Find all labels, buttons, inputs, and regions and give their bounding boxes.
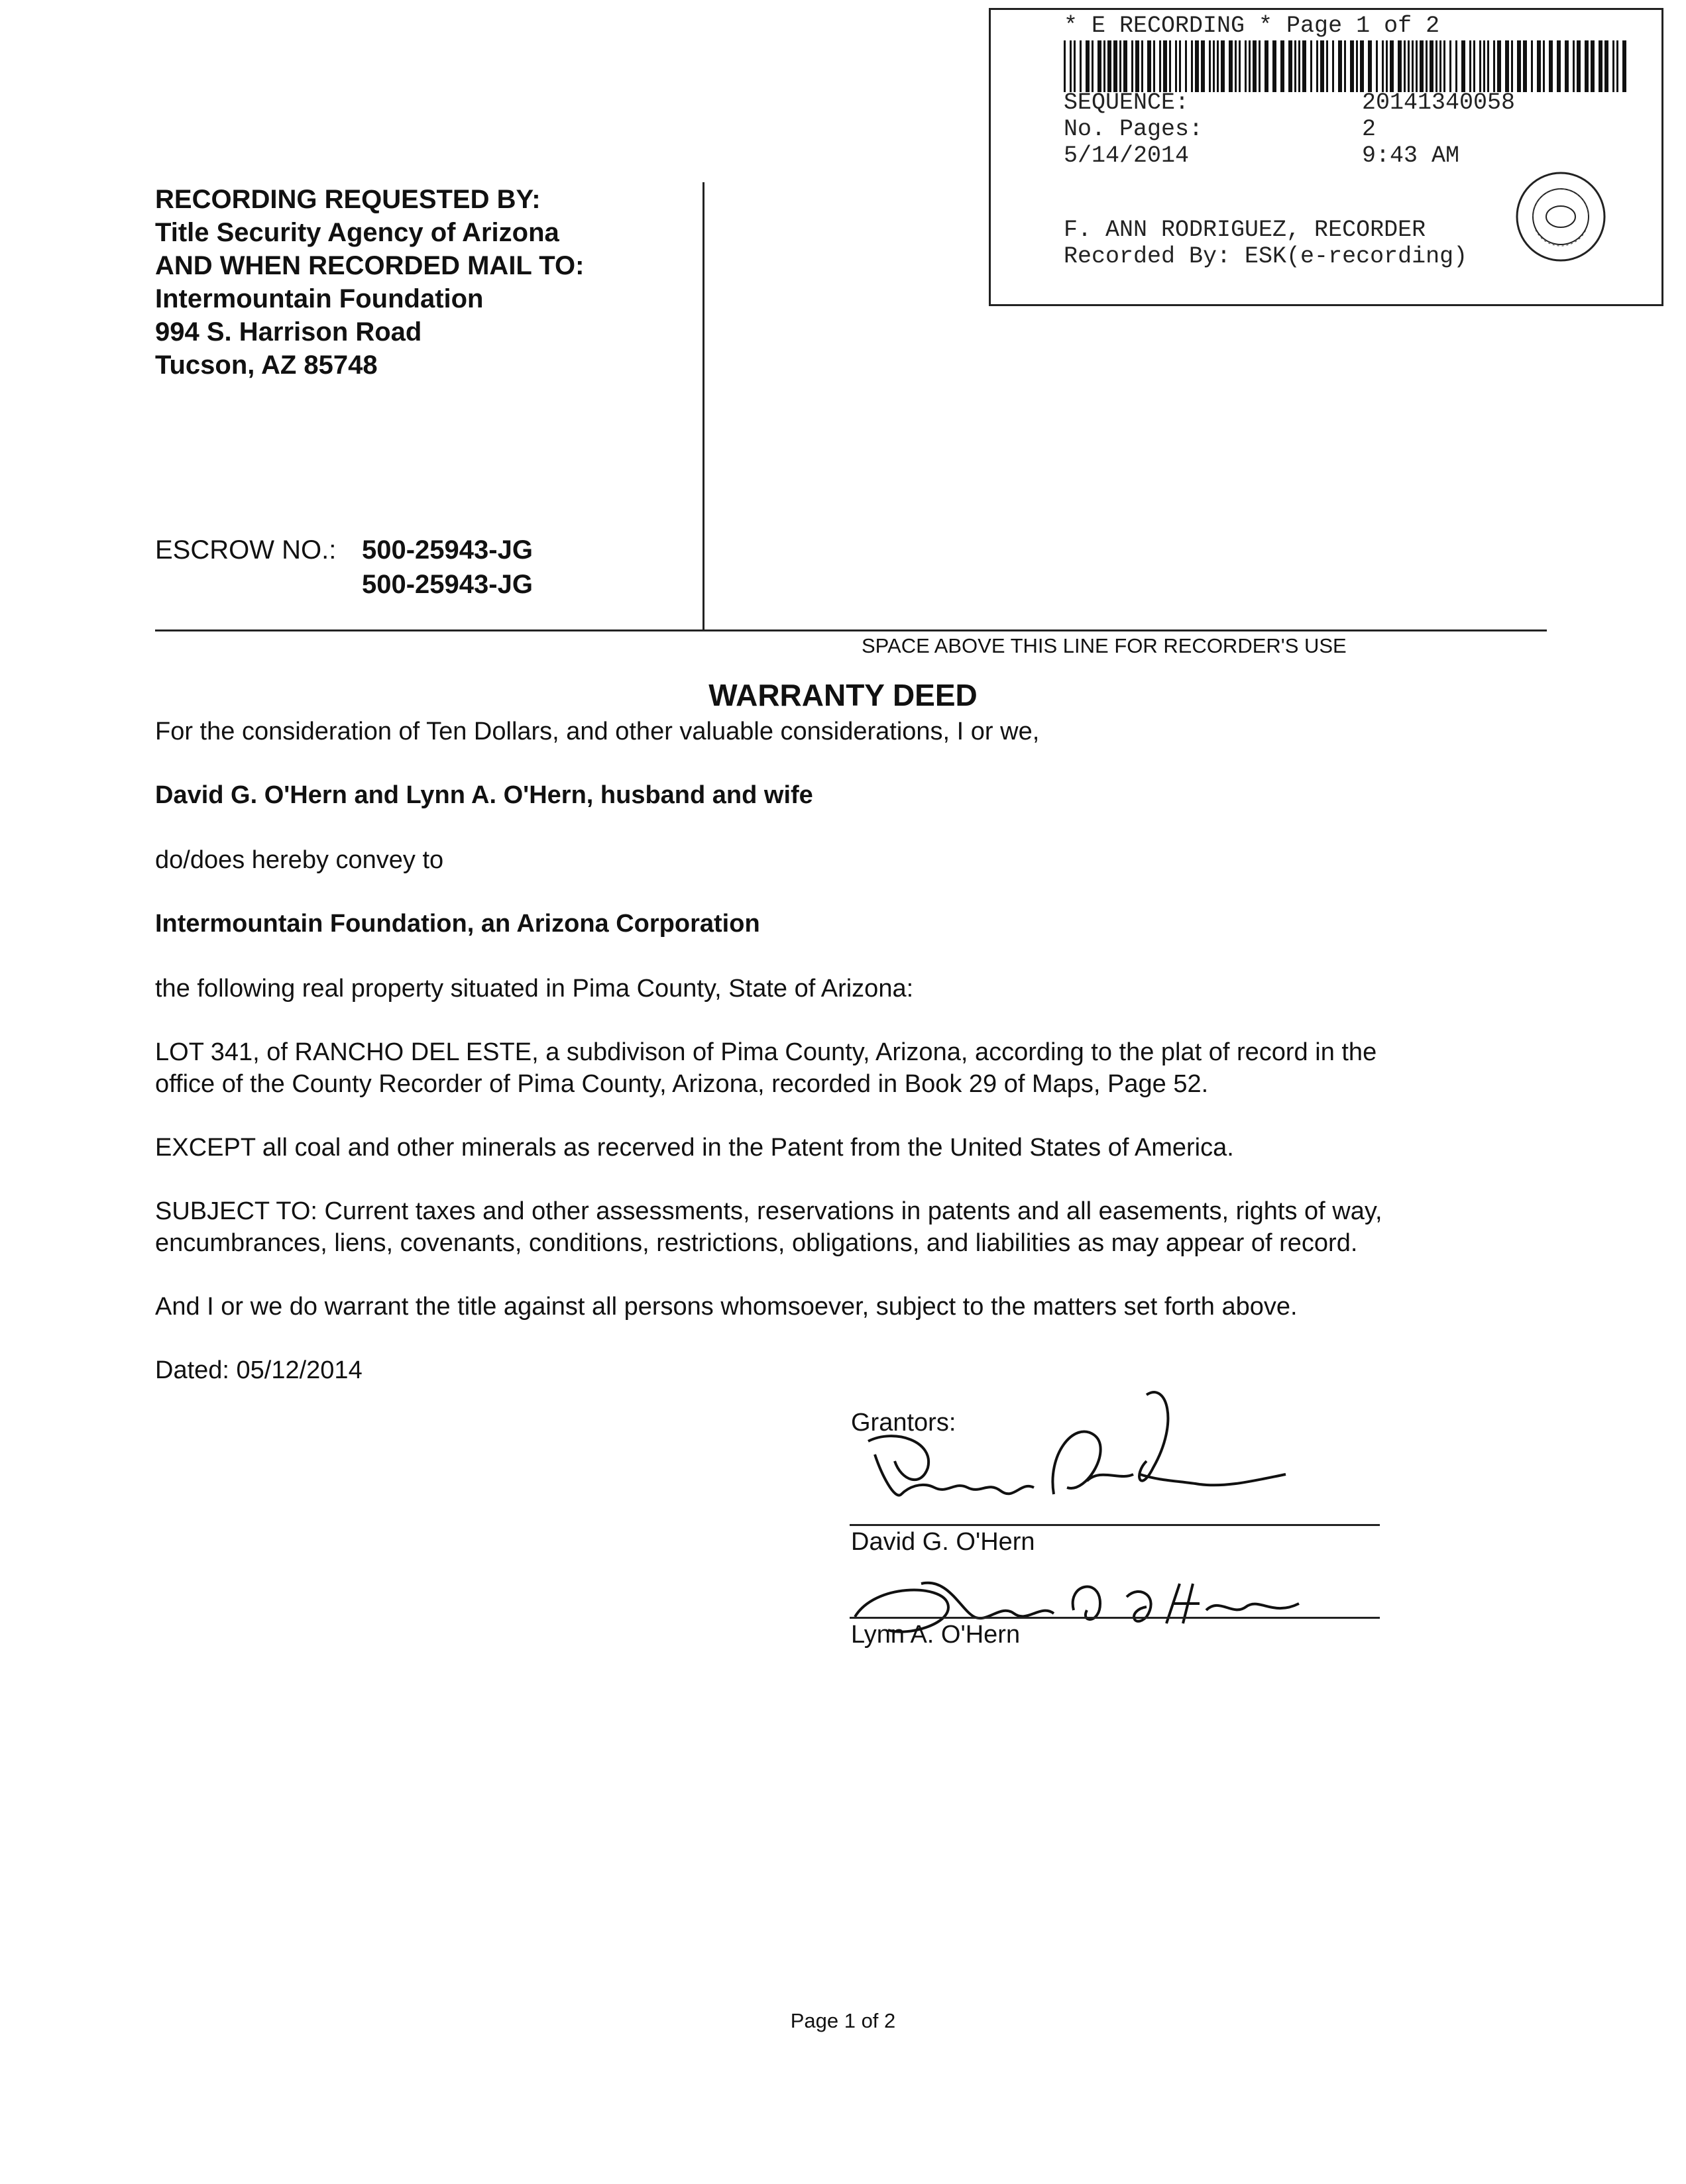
escrow-number-2: 500-25943-JG <box>362 570 533 599</box>
property-intro: the following real property situated in Pima County, State of Arizona: <box>155 975 914 1003</box>
page-number: Page 1 of 2 <box>790 2009 896 2032</box>
legal-description-line-1: LOT 341, of RANCHO DEL ESTE, a subdivison of Pima County, Arizona, according to the plat of record in the <box>155 1038 1377 1066</box>
signature-line-2 <box>850 1617 1380 1619</box>
requested-by-name: Title Security Agency of Arizona <box>155 218 559 247</box>
document-title: WARRANTY DEED <box>708 678 978 712</box>
escrow-number-1: 500-25943-JG <box>362 535 533 565</box>
signer-name-2: Lynn A. O'Hern <box>851 1621 1021 1649</box>
signer-name-1: David G. O'Hern <box>851 1528 1035 1556</box>
consideration-text: For the consideration of Ten Dollars, and other valuable considerations, I or we, <box>155 718 1040 745</box>
recording-requested-block <box>155 183 584 382</box>
barcode <box>1064 40 1627 92</box>
subject-to-line-2: encumbrances, liens, covenants, conditions, restrictions, obligations, and liabilities as may appear of record. <box>155 1229 1358 1257</box>
recorder-use-line <box>155 629 1547 631</box>
grantors-label: Grantors: <box>851 1409 956 1437</box>
recorded-date: 5/14/2014 <box>1064 142 1190 169</box>
subject-to-line-1: SUBJECT TO: Current taxes and other assessments, reservations in patents and all easements, rights of way, <box>155 1197 1382 1225</box>
except-clause: EXCEPT all coal and other minerals as recerved in the Patent from the United States of America. <box>155 1134 1234 1162</box>
signature-david-o-hern <box>855 1382 1319 1534</box>
grantee-name: Intermountain Foundation, an Arizona Corporation <box>155 910 760 938</box>
warrant-clause: And I or we do warrant the title against all persons whomsoever, subject to the matters set forth above. <box>155 1293 1298 1321</box>
county-seal-icon <box>1513 169 1608 264</box>
convey-text: do/does hereby convey to <box>155 846 444 874</box>
pages-label: No. Pages: <box>1064 116 1204 142</box>
recorder-stamp <box>989 8 1663 306</box>
mail-to-name: Intermountain Foundation <box>155 284 484 313</box>
mail-to-label: AND WHEN RECORDED MAIL TO: <box>155 251 585 280</box>
sequence-label: SEQUENCE: <box>1064 89 1190 116</box>
recorded-by: Recorded By: ESK(e-recording) <box>1064 243 1468 270</box>
vertical-divider <box>702 182 704 629</box>
sequence-value: 20141340058 <box>1362 89 1516 116</box>
mail-to-city: Tucson, AZ 85748 <box>155 351 378 380</box>
grantor-names: David G. O'Hern and Lynn A. O'Hern, husband and wife <box>155 781 813 809</box>
recorder-use-note: SPACE ABOVE THIS LINE FOR RECORDER'S USE <box>862 634 1347 657</box>
requested-by-label: RECORDING REQUESTED BY: <box>155 185 541 214</box>
legal-description-line-2: office of the County Recorder of Pima County, Arizona, recorded in Book 29 of Maps, Page 52. <box>155 1070 1209 1098</box>
pages-value: 2 <box>1362 116 1377 142</box>
escrow-block <box>155 533 533 602</box>
recorder-name: F. ANN RODRIGUEZ, RECORDER <box>1064 217 1426 243</box>
signature-line-1 <box>850 1524 1380 1526</box>
escrow-label: ESCROW NO.: <box>155 535 337 565</box>
recorded-time: 9:43 AM <box>1362 142 1460 169</box>
stamp-header: * E RECORDING * Page 1 of 2 <box>1064 13 1440 39</box>
mail-to-street: 994 S. Harrison Road <box>155 317 422 347</box>
dated-line: Dated: 05/12/2014 <box>155 1356 363 1384</box>
